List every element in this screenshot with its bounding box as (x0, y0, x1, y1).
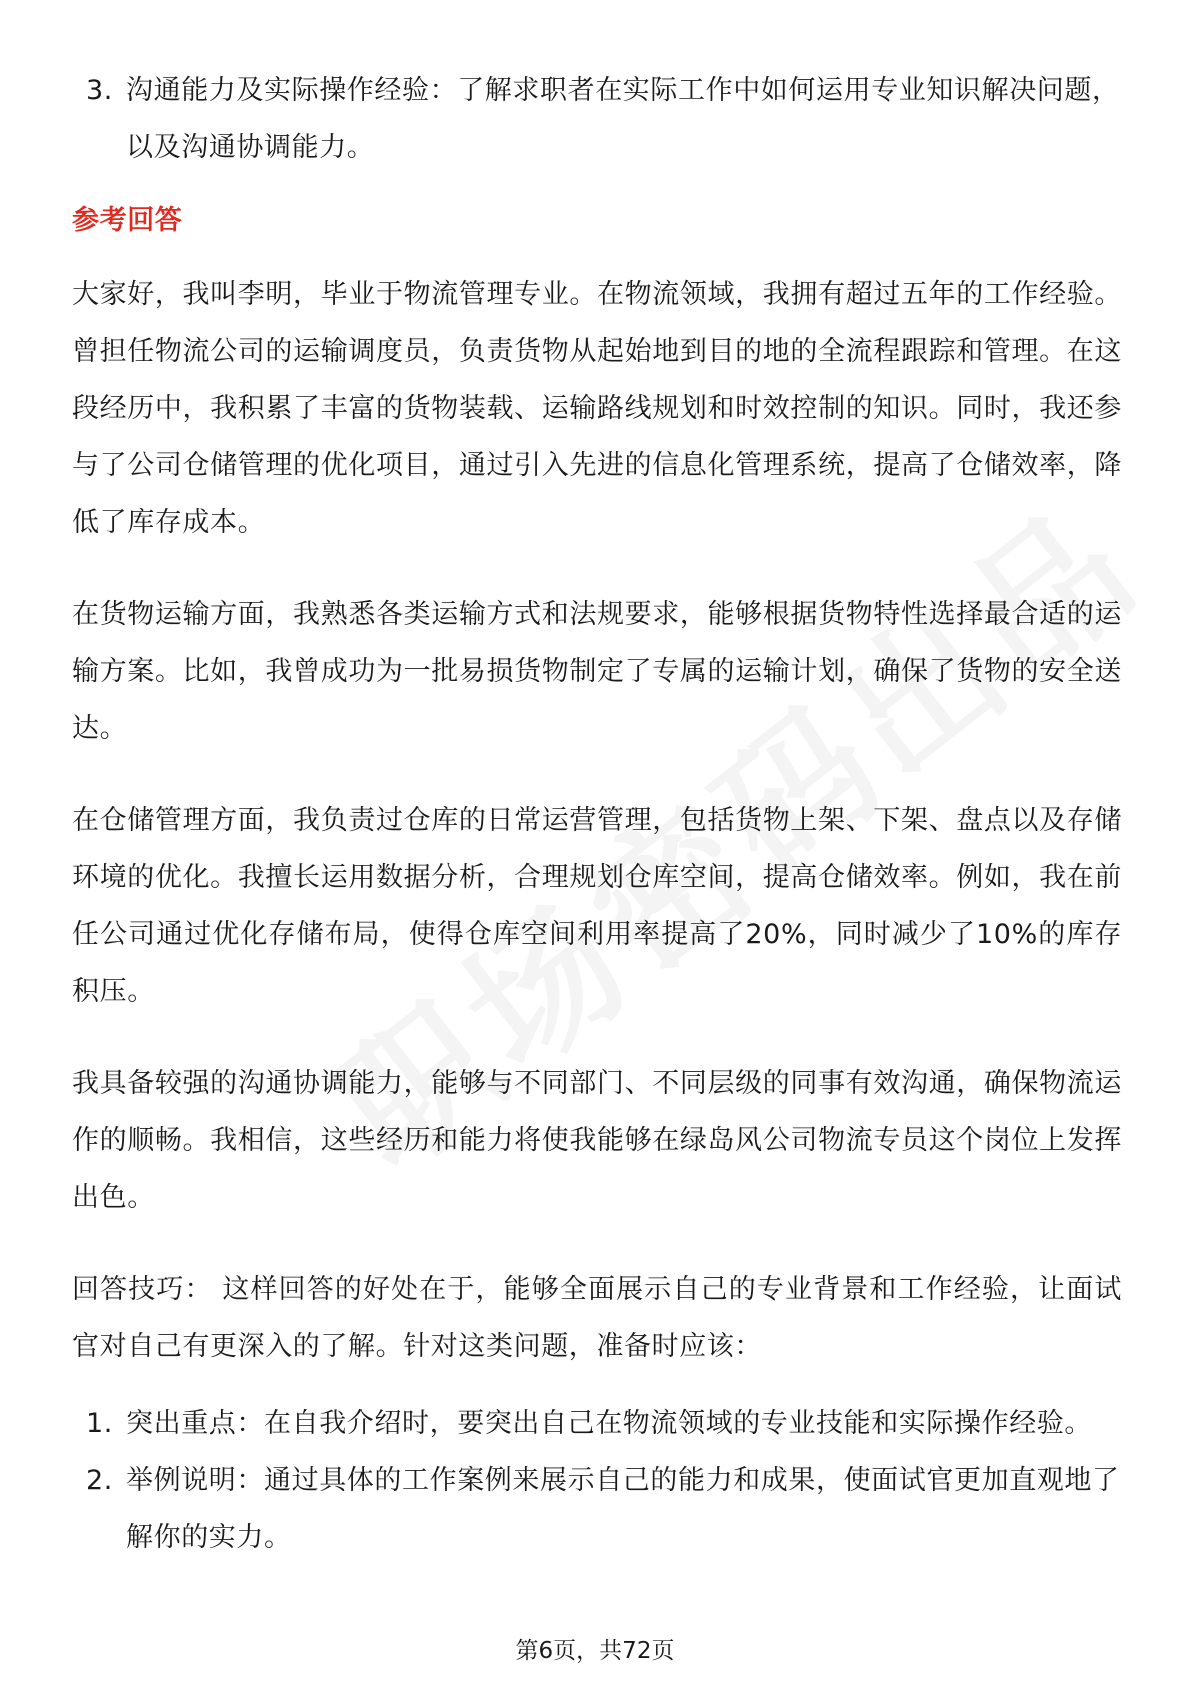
answer-paragraph-transport: 在货物运输方面，我熟悉各类运输方式和法规要求，能够根据货物特性选择最合适的运输方案。比如，我曾成功为一批易损货物制定了专属的运输计划，确保了货物的安全送达。 (72, 599, 1122, 744)
page-footer: 第6页，共72页 (515, 1638, 675, 1664)
page-content (72, 62, 1122, 1566)
answer-tips-paragraph: 回答技巧： 这样回答的好处在于，能够全面展示自己的专业背景和工作经验，让面试官对自己有更深入的了解。针对这类问题，准备时应该： (72, 1274, 1122, 1362)
list-item (72, 1395, 1122, 1452)
answer-paragraph-warehouse: 在仓储管理方面，我负责过仓库的日常运营管理，包括货物上架、下架、盘点以及存储环境的优化。我擅长运用数据分析，合理规划仓库空间，提高仓储效率。例如，我在前任公司通过优化存储布局，使得仓库空间利用率提高了20%，同时减少了10%的库存积压。 (72, 805, 1122, 1007)
list-item (72, 62, 1122, 176)
section-heading: 参考回答 (72, 205, 183, 236)
list-text: 突出重点：在自我介绍时，要突出自己在物流领域的专业技能和实际操作经验。 (126, 1408, 1092, 1439)
answer-paragraph-communication: 我具备较强的沟通协调能力，能够与不同部门、不同层级的同事有效沟通，确保物流运作的顺畅。我相信，这些经历和能力将使我能够在绿岛风公司物流专员这个岗位上发挥出色。 (72, 1068, 1122, 1213)
top-numbered-list (72, 62, 1122, 176)
answer-paragraph-intro: 大家好，我叫李明，毕业于物流管理专业。在物流领域，我拥有超过五年的工作经验。曾担任物流公司的运输调度员，负责货物从起始地到目的地的全流程跟踪和管理。在这段经历中，我积累了丰富的货物装载、运输路线规划和时效控制的知识。同时，我还参与了公司仓储管理的优化项目，通过引入先进的信息化管理系统，提高了仓储效率，降低了库存成本。 (72, 279, 1122, 538)
list-item (72, 1452, 1122, 1566)
list-number: 1. (86, 1408, 113, 1439)
list-number: 2. (86, 1465, 113, 1496)
list-text: 沟通能力及实际操作经验：了解求职者在实际工作中如何运用专业知识解决问题，以及沟通协调能力。 (126, 75, 1120, 163)
list-text: 举例说明：通过具体的工作案例来展示自己的能力和成果，使面试官更加直观地了解你的实力。 (126, 1465, 1120, 1553)
tips-numbered-list (72, 1395, 1122, 1566)
list-number: 3. (86, 75, 113, 106)
